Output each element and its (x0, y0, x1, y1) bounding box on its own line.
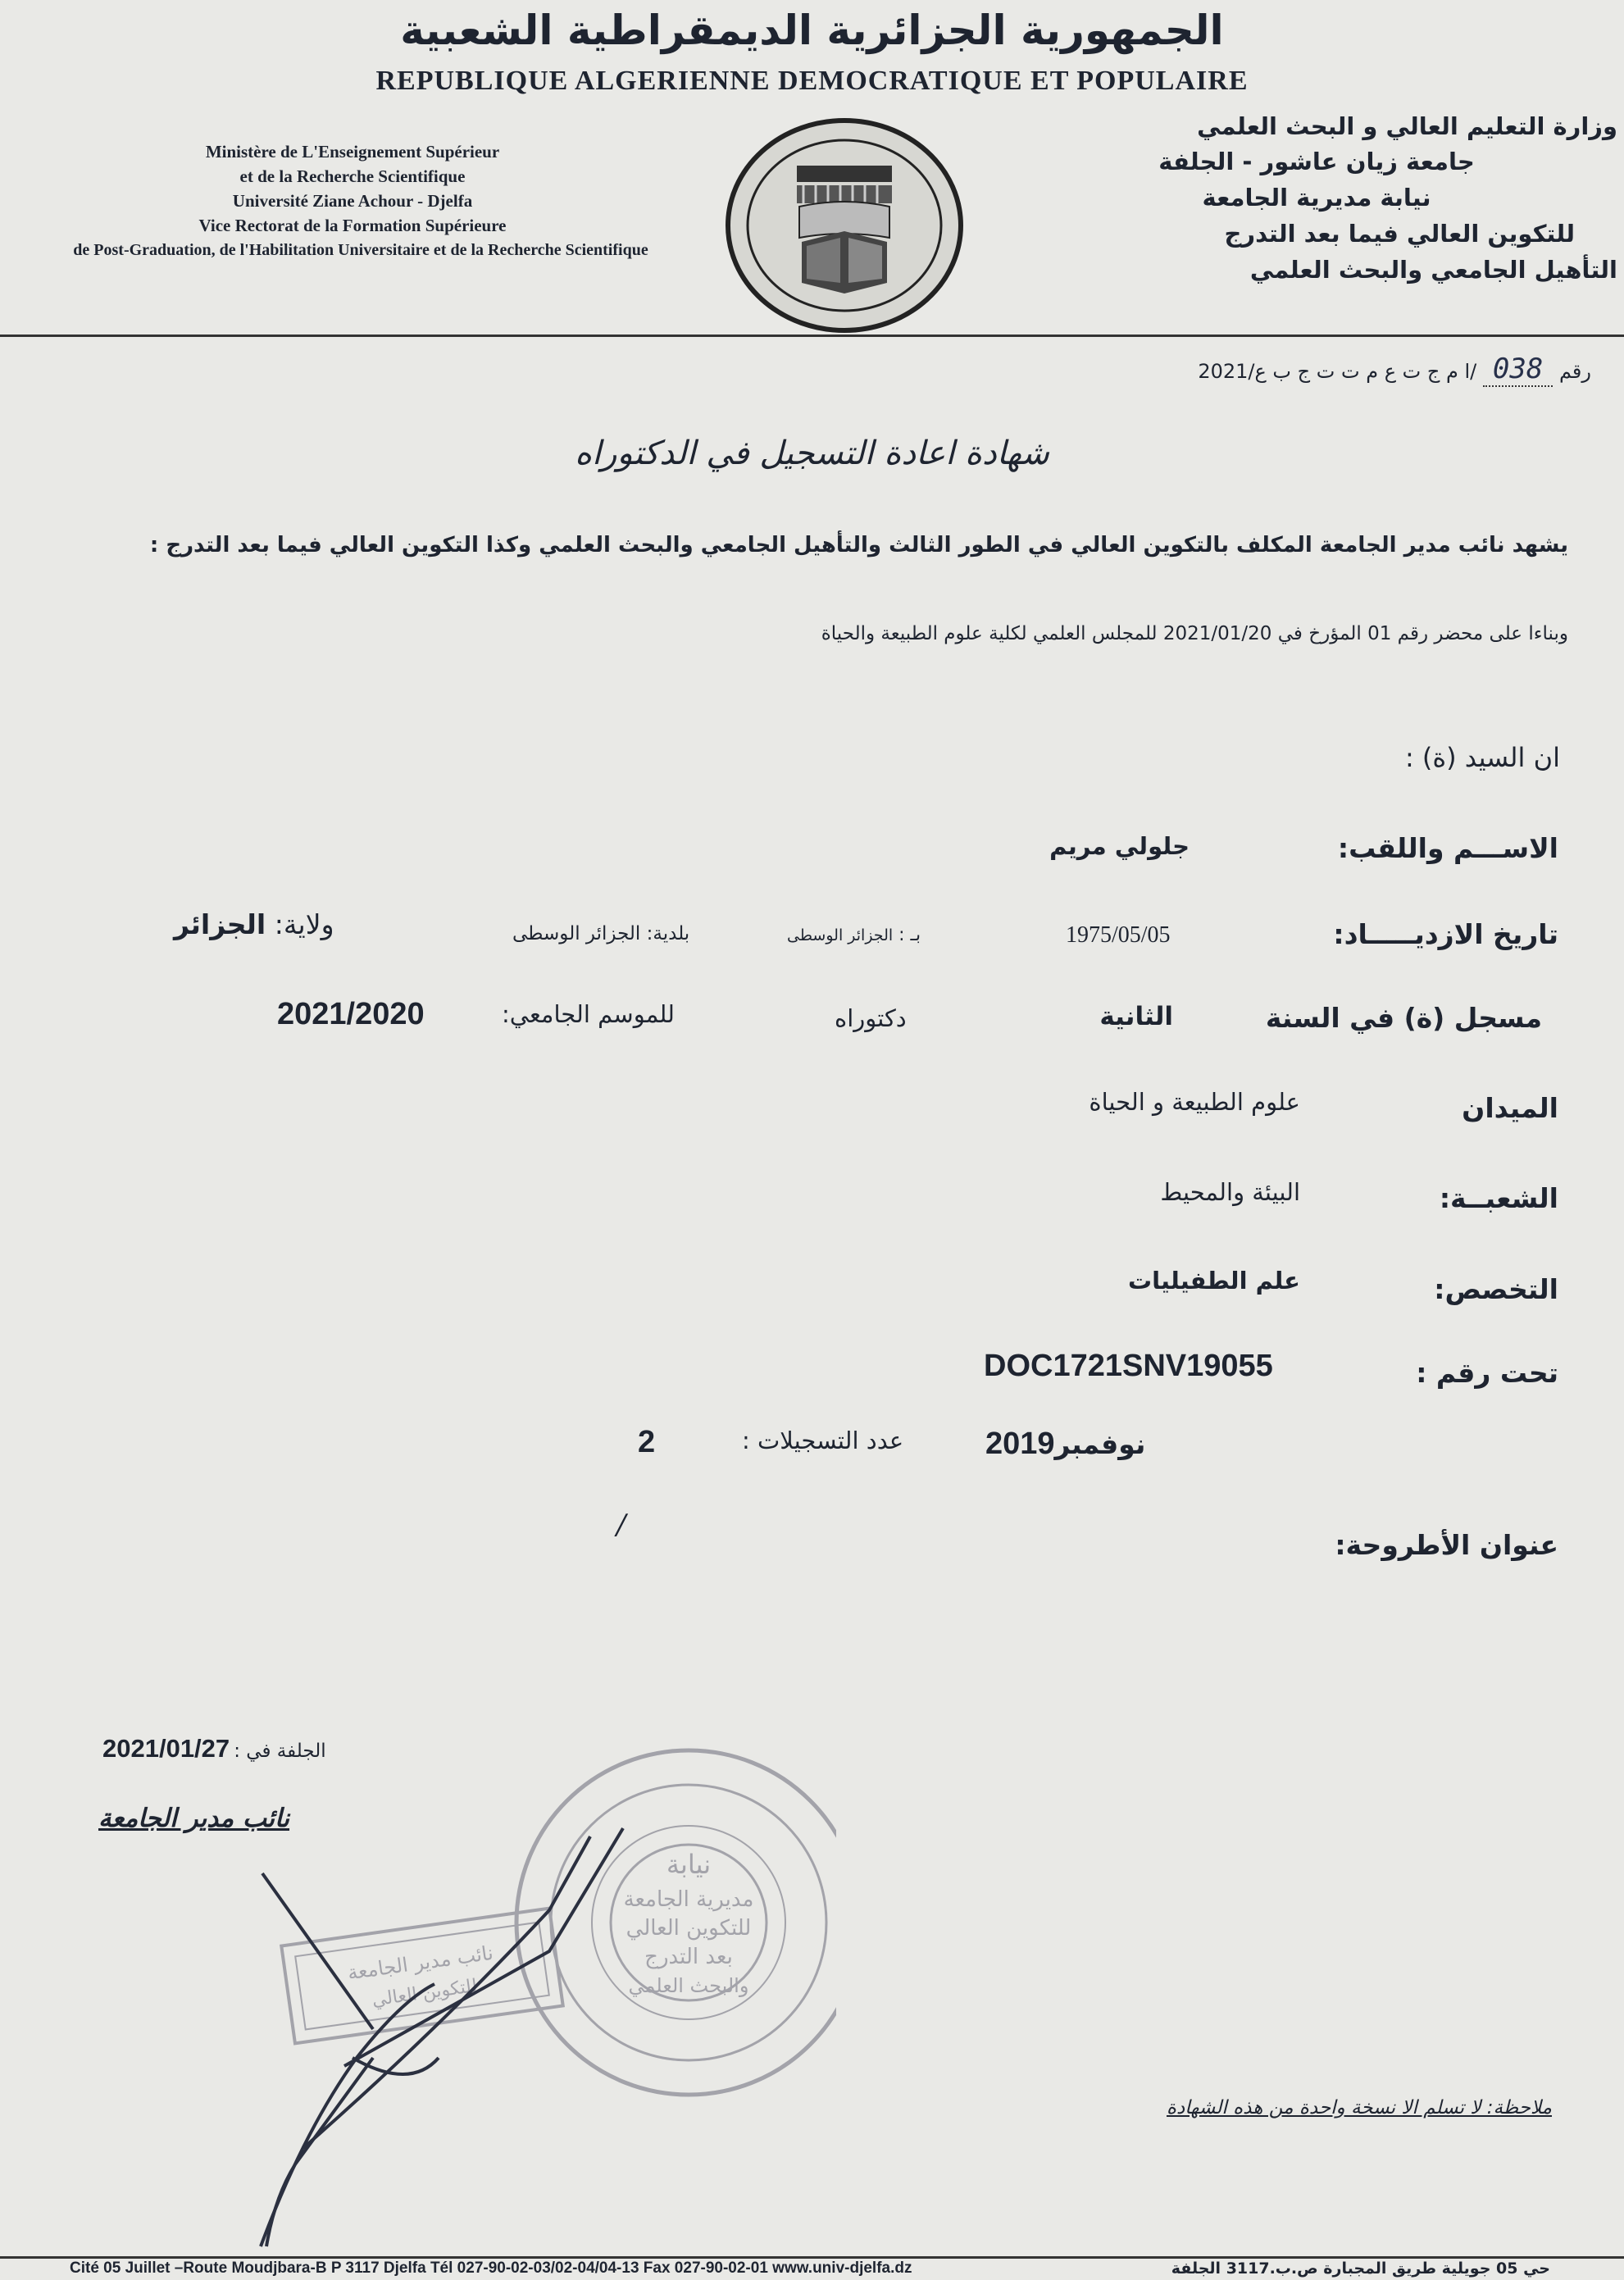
birth-place-label: بـ : (898, 925, 921, 945)
svg-text:والبحث العلمي: والبحث العلمي (628, 1974, 749, 1997)
specialty-value: علم الطفيليات (1128, 1267, 1300, 1295)
birth-place (787, 925, 921, 945)
branch-value: البيئة والمحيط (1160, 1178, 1300, 1206)
first-registration (985, 1427, 1145, 1462)
registration-number-value: DOC1721SNV19055 (984, 1349, 1273, 1383)
scientific-council-basis: وبناءا على محضر رقم 01 المؤرخ في 2021/01/20 للمجلس العلمي لكلية علوم الطبيعة والحياة (821, 623, 1568, 644)
reference-handwritten-number: 038 (1483, 353, 1553, 387)
birth-place-value: الجزائر الوسطى (787, 926, 894, 944)
province-label: ولاية: (274, 908, 334, 940)
municipality (512, 923, 689, 944)
first-registration-month: نوفمبر (1054, 1428, 1146, 1460)
branch-label: الشعبــة: (1439, 1182, 1558, 1214)
svg-text:مديرية الجامعة: مديرية الجامعة (623, 1887, 754, 1912)
vice-directorate-line-ar: نيابة مديرية الجامعة (1202, 184, 1431, 212)
addressee-label: ان السيد (ة) : (1404, 742, 1560, 773)
ministry-line-ar: وزارة التعليم العالي و البحث العلمي (1197, 112, 1617, 140)
habilitation-line-ar: التأهيل الجامعي والبحث العلمي (1249, 256, 1617, 284)
registration-count-value: 2 (638, 1425, 656, 1459)
svg-text:نيابة: نيابة (666, 1849, 712, 1880)
certificate-title: شهادة اعادة التسجيل في الدكتوراه (575, 435, 1049, 472)
university-season-label: للموسم الجامعي: (502, 1000, 675, 1028)
municipality-value: الجزائر الوسطى (512, 923, 641, 944)
signatory-role: نائب مدير الجامعة (98, 1804, 290, 1833)
birth-date-value: 1975/05/05 (1066, 922, 1171, 948)
single-copy-note: ملاحظة: لا تسلم الا نسخة واحدة من هذه الشهادة (1167, 2097, 1552, 2118)
reference-prefix: رقم (1558, 360, 1591, 383)
certification-intro: يشهد نائب مدير الجامعة المكلف بالتكوين العالي في الطور الثالث والتأهيل الجامعي والبحث العلمي وكذا التكوين العالي فيما بعد التدرج : (149, 533, 1568, 557)
birth-date-label: تاريخ الازديـــــاد: (1333, 918, 1558, 950)
reference-number (1198, 353, 1591, 385)
official-stamp-icon (164, 1705, 836, 2263)
university-season-value: 2021/2020 (277, 997, 425, 1031)
vice-rectorate-line-fr: Vice Rectorat de la Formation Supérieure (198, 216, 507, 235)
registration-count-label: عدد التسجيلات : (742, 1427, 904, 1454)
academic-year-value: الثانية (1099, 1002, 1173, 1031)
name-label: الاســـم واللقب: (1337, 832, 1558, 864)
enrollment-label: مسجل (ة) في السنة (1265, 1002, 1542, 1034)
domain-label: الميدان (1462, 1092, 1558, 1124)
issue-place-label: الجلفة في : (234, 1741, 326, 1762)
registration-number-label: تحت رقم : (1416, 1357, 1558, 1389)
university-line-fr: Université Ziane Achour - Djelfa (232, 191, 473, 211)
degree-level-value: دكتوراه (835, 1004, 907, 1032)
province-value: الجزائر (174, 908, 266, 940)
specialty-label: التخصص: (1434, 1273, 1558, 1305)
svg-text:بعد التدرج: بعد التدرج (644, 1945, 733, 1969)
republic-title-french: REPUBLIQUE ALGERIENNE DEMOCRATIQUE ET POPULAIRE (375, 66, 1249, 96)
ministry-line-fr-1: Ministère de L'Enseignement Supérieur (205, 142, 500, 162)
footer-address-fr: Cité 05 Juillet –Route Moudjbara-B P 3117 Djelfa Tél 027-90-02-03/02-04/04-13 Fax 027-90-02-01 www.univ-djelfa.dz (70, 2260, 912, 2277)
republic-title-arabic: الجمهورية الجزائرية الديمقراطية الشعبية (400, 7, 1224, 54)
svg-text:نائب مدير الجامعة: نائب مدير الجامعة (346, 1941, 495, 1985)
issue-date-value: 2021/01/27 (102, 1734, 230, 1763)
province (174, 908, 334, 940)
domain-value: علوم الطبيعة و الحياة (1089, 1088, 1300, 1116)
name-value: جلولي مريم (1049, 832, 1190, 860)
svg-text:للتكوين العالي: للتكوين العالي (625, 1916, 752, 1941)
municipality-label: بلدية: (646, 923, 690, 944)
university-logo-icon (721, 115, 967, 336)
svg-text:للتكوين العالي: للتكوين العالي (371, 1975, 479, 2011)
footer-address-ar: حي 05 جويلية طريق المجبارة ص.ب.3117 الجلفة (1171, 2260, 1550, 2278)
reference-code: /ا م ج ت ع م ت ت ج ب ع/2021 (1198, 360, 1477, 383)
first-registration-year: 2019 (985, 1427, 1055, 1461)
postgraduation-line-ar: للتكوين العالي فيما بعد التدرج (1224, 220, 1575, 248)
ministry-line-fr-2: et de la Recherche Scientifique (239, 166, 466, 186)
thesis-title-label: عنوان الأطروحة: (1335, 1529, 1558, 1561)
postgraduation-line-fr: de Post-Graduation, de l'Habilitation Universitaire et de la Recherche Scientifique (73, 241, 648, 259)
footer-divider (0, 2256, 1624, 2259)
thesis-title-value: / (616, 1509, 626, 1541)
university-line-ar: جامعة زيان عاشور - الجلفة (1158, 148, 1475, 175)
header-divider (0, 334, 1624, 337)
